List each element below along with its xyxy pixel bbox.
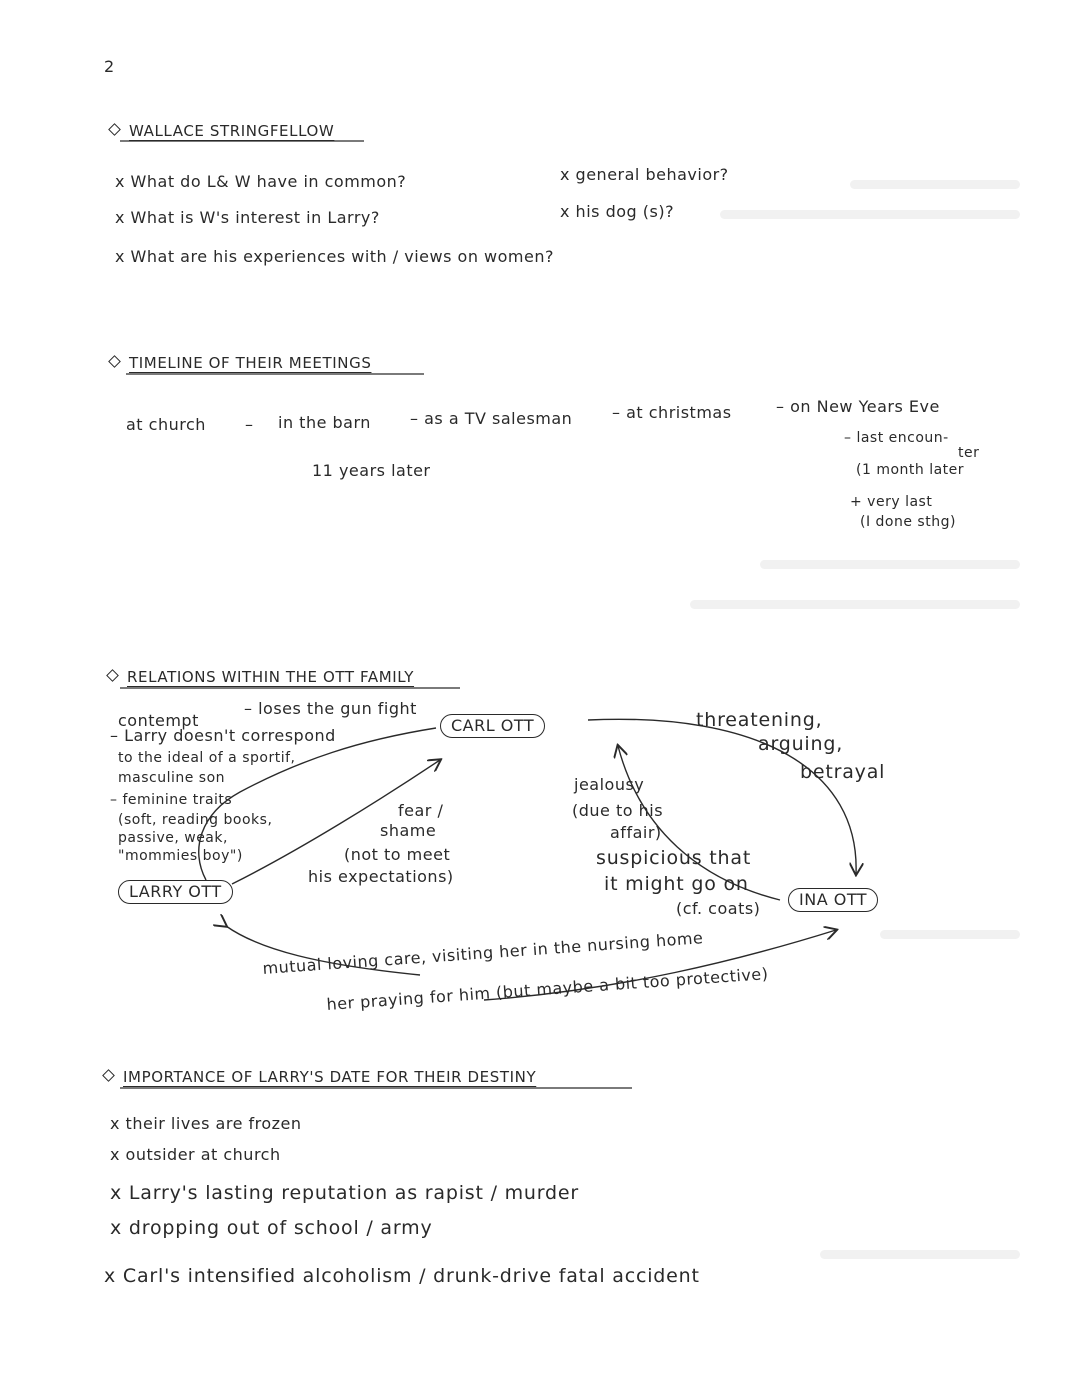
timeline-note: + very last [850,494,933,510]
bleed-through-line [720,210,1020,219]
timeline-event: – at christmas [612,403,732,422]
carl-to-ina-note: betrayal [800,761,886,783]
larry-to-carl-note: (not to meet [344,845,451,864]
ina-to-carl-note: suspicious that [596,847,752,869]
wallace-question: x his dog (s)? [560,202,675,221]
bleed-through-line [820,1250,1020,1259]
ina-to-carl-note: jealousy [574,775,645,794]
destiny-heading-text: IMPORTANCE OF LARRY'S DATE FOR THEIR DESTINY [123,1068,537,1086]
bleed-through-line [880,930,1020,939]
timeline-note: ter [958,445,980,461]
wallace-heading [110,122,334,140]
wallace-question: x What do L& W have in common? [115,172,407,191]
timeline-event: in the barn [278,413,371,432]
timeline-note: 11 years later [312,461,431,480]
destiny-item: x outsider at church [110,1145,281,1164]
diamond-bullet-icon [108,123,121,136]
destiny-item: x their lives are frozen [110,1114,302,1133]
carl-to-larry-note: passive, weak, [118,830,228,846]
carl-to-larry-note: – loses the gun fight [244,699,417,718]
larry-to-carl-note: shame [380,821,437,840]
carl-to-larry-note: – feminine traits [110,792,233,808]
ina-to-carl-note: affair) [610,823,662,842]
bleed-through-line [690,600,1020,609]
timeline-note: (1 month later [856,462,965,478]
ina-to-carl-note: it might go on [604,873,749,895]
carl-to-larry-note: to the ideal of a sportif, [118,750,296,766]
carl-to-larry-note: contempt [118,711,199,730]
carl-to-larry-note: – Larry doesn't correspond [110,726,336,745]
page-number: 2 [104,57,115,76]
timeline-note: – last encoun- [844,430,949,446]
larry-ott-node: LARRY OTT [118,880,233,904]
ina-to-carl-note: (cf. coats) [676,899,761,918]
wallace-question: x What is W's interest in Larry? [115,208,380,227]
relations-heading [108,668,414,686]
carl-to-larry-note: masculine son [118,770,226,786]
carl-to-larry-note: (soft, reading books, [118,812,273,828]
timeline-event: – as a TV salesman [410,409,573,428]
ina-to-carl-note: (due to his [572,801,664,820]
relations-heading-text: RELATIONS WITHIN THE OTT FAMILY [127,668,415,686]
timeline-note: (I done sthg) [860,514,956,530]
ina-ott-node: INA OTT [788,888,878,912]
destiny-item: x Carl's intensified alcoholism / drunk-drive fatal accident [104,1265,700,1287]
destiny-item: x Larry's lasting reputation as rapist / murder [110,1182,580,1204]
timeline-heading-text: TIMELINE OF THEIR MEETINGS [129,354,372,372]
carl-to-larry-note: "mommies boy") [118,848,243,864]
timeline-event: – on New Years Eve [776,397,940,416]
wallace-heading-text: WALLACE STRINGFELLOW [129,122,335,140]
timeline-dash: – [245,415,254,434]
wallace-question: x general behavior? [560,165,729,184]
larry-to-carl-note: his expectations) [308,867,454,886]
bleed-through-line [760,560,1020,569]
destiny-heading [104,1068,536,1086]
larry-ina-note: her praying for him (but maybe a bit too protective) [325,964,770,1014]
diamond-bullet-icon [106,669,119,682]
timeline-event: at church [126,415,206,434]
carl-to-ina-note: threatening, [696,709,823,731]
destiny-item: x dropping out of school / army [110,1217,433,1239]
larry-to-carl-note: fear / [398,801,444,820]
diamond-bullet-icon [102,1069,115,1082]
carl-ott-node: CARL OTT [440,714,545,738]
bleed-through-line [850,180,1020,189]
timeline-heading [110,354,371,372]
wallace-question: x What are his experiences with / views on women? [115,247,554,266]
carl-to-ina-note: arguing, [758,733,844,755]
diamond-bullet-icon [108,355,121,368]
larry-ina-note: mutual loving care, visiting her in the nursing home [261,928,704,978]
